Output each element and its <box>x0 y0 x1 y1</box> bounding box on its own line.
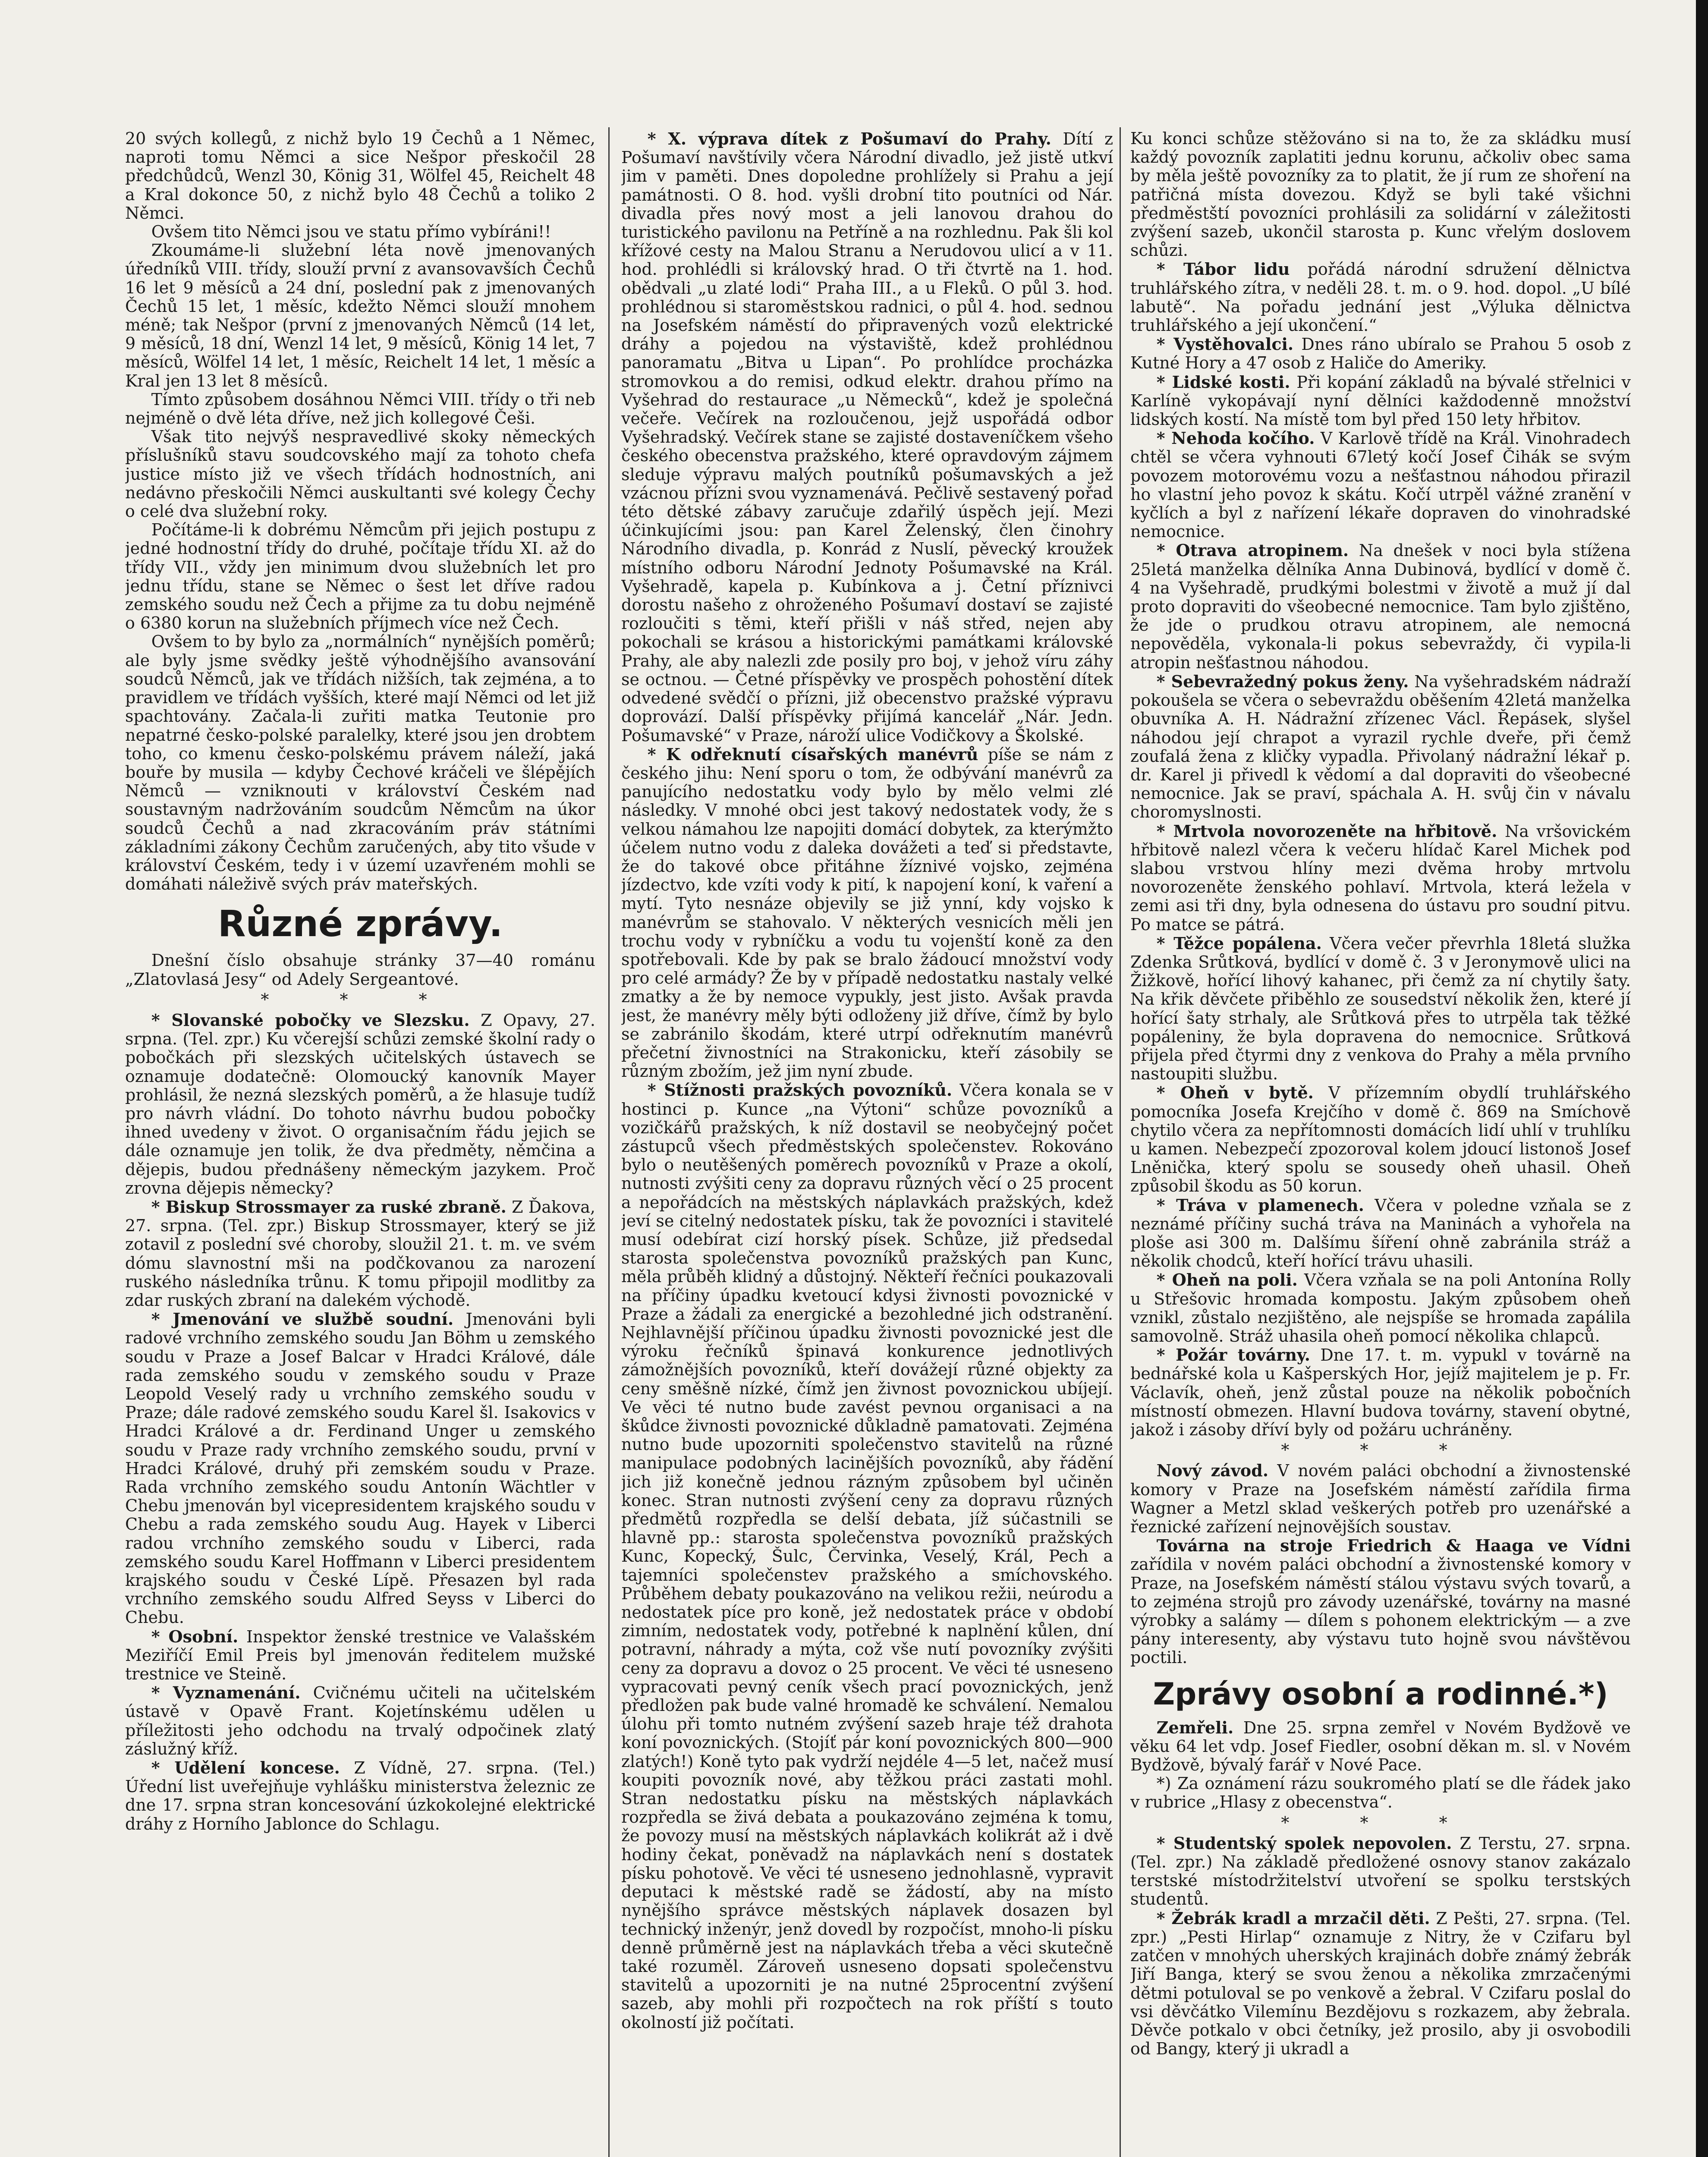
news-item <box>621 129 1113 745</box>
news-headline: Zemřeli. <box>1156 1717 1234 1737</box>
news-headline: Továrna na stroje Friedrich & Haaga ve Vídni <box>1156 1536 1631 1556</box>
news-item <box>125 1198 595 1310</box>
news-headline: * Slovanské pobočky ve Slezsku. <box>151 1010 470 1030</box>
news-item <box>125 1627 595 1684</box>
news-item <box>1130 1536 1631 1667</box>
news-item <box>621 745 1113 1081</box>
news-headline: * Požár továrny. <box>1156 1345 1310 1365</box>
news-item <box>1130 1083 1631 1195</box>
section-heading: Různé zprávy. <box>217 902 503 945</box>
column-left <box>125 129 595 2157</box>
news-body: V Karlově třídě na Král. Vinohradech chtěl se včera vyhnouti 67letý kočí Josef Čihák se svým povozem motorovému vozu a nešťastnou náhodou přirazil ho vlastní jeho povoz k skátu. Kočí utrpěl vážné zranění v kyčlích a byl z nařízení lékaře dopraven do vinohradské nemocnice. <box>1130 429 1631 541</box>
news-body: Z Opavy, 27. srpna. (Tel. zpr.) Ku včerejší schůzi zemské školní rady o pobočkách při slezských učitelských ústavech se oznamuje dodatečně: Olomoucký kanovník Mayer prohlásil, že nezná slezských poměrů, a že hlasuje tudíž pro návrh vládní. Do tohoto návrhu budou pobočky ihned uvedeny v život. O organisačním řádu jejich se dále oznamuje jen tolik, že dva předměty, němčina a dějepis, budou přednášeny německým jazykem. Proč zrovna dějepis německy? <box>125 1010 595 1198</box>
news-item <box>621 1081 1113 2031</box>
news-headline: Nový závod. <box>1156 1461 1269 1481</box>
news-item <box>1130 1346 1631 1439</box>
page-edge-shadow <box>1696 0 1708 2157</box>
news-body: Včera konala se v hostinci p. Kunce „na Výtoni“ schůze povozníků a vozičkářů pražských, k níž dostavil se neobyčejný počet zástupců všech předměstských společenstev. Rokováno bylo o neutěšených poměrech povozníků v Praze a okolí, nutnosti zvýšiti ceny za dopravu různých věcí o 25 procent a nepořádcích na městských náplavkách pražských, kdež jeví se citelný nedostatek písku, tak že povozníci i stavitelé musí odebírat cizí horský písek. Schůze, již předsedal starosta společenstva povozníků pražských pan Kunc, měla průběh klidný a důstojný. Někteří řečníci poukazovali na příčiny úpadku kvetoucí kdysi živnosti povoznické v Praze a žádali za energické a bezohledné jich odstranění. Nejhlavnější příčinou úpadku živnosti povoznické jest dle výroku řečníků špinavá konkurence jednotlivých zámožnějších povozníků, kteří dovážejí různé objekty za ceny směšně nízké, čímž jen živnost povoznickou ubíjejí. Ve věci té nutno bude zavést pevnou organisaci a na škůdce živnosti povoznické důkladně pamatovati. Zejména nutno bude upozorniti společenstvo stavitelů na různé manipulace podobných lacinějších povozníků, aby řádění jich již konečně jednou rázným způsobem byl učiněn konec. Stran nutnosti zvýšení ceny za dopravu různých předmětů rozpředla se delší debata, jíž súčastnili se hlavně pp.: starosta společenstva povozníků pražských Kunc, Kopecký, Šulc, Červinka, Veselý, Král, Pech a tajemníci společenstev pražského a smíchovského. Průběhem debaty poukazováno na velikou režii, neúrodu a nedostatek píce pro koně, jež nedostatek práce v období zimním, nedostatek vody, potřebné k naplnění kůlen, dní potravní, náhrady a mýta, což vše nutí povozníky zvýšiti ceny za dopravu a dovoz o 25 procent. Ve věci té usneseno vypracovati pevný ceník všech prací povoznických, jenž předložen pak bude valné hromadě ke schválení. Nemalou úlohu při tomto nutném zvýšení sazeb hraje též drahota koní povoznických. (Stojíť pár koní povoznických 800—900 zlatých!) Koně tyto pak vydrží nejdéle 4—5 let, načež musí koupiti povozník nové, aby těžkou práci zastati mohl. Stran nedostatku písku na městských náplavkách rozpředla se živá debata a poukazováno zejména k tomu, že povozy musí na městských náplavkách kolikrát až i dvě hodiny čekat, poněvadž na náplavkách není s dostatek písku pohotově. Ve věci té usneseno jednohlasně, vypravit deputaci k městské radě se žádostí, aby na místo nynějšího správce městských náplavek dosazen byl technický inženýr, jenž dovedl by rozpočíst, mnoho-li písku denně průměrně jest na náplavkách třeba a věci skutečně také rozuměl. Zároveň usneseno dopsati společenstvu stavitelů a upozorniti je na nutné 25procentní zvýšení sazeb, aby mohli při rozpočtech na rok příští s touto okolností již počítati. <box>621 1081 1113 2032</box>
news-body: Včera v poledne vzňala se z neznámé příčiny suchá tráva na Maninách a vyhořela na ploše asi 300 m. Dalšímu šíření ohně zabránila stráž a několik chodců, kteří hořící trávu uhasili. <box>1130 1195 1631 1271</box>
news-item <box>125 1310 595 1627</box>
news-headline: * Lidské kosti. <box>1156 372 1290 392</box>
separator: * * * <box>1281 1440 1480 1460</box>
article-text: Však tito nejvýš nespravedlivé skoky německých příslušníků stavu soudcovského mají za tohoto chefa justice místo již ve všech třídách hodnostních, ani nedávno přeskočili Němci auskultanti své kolegy Čechy o celé dva služební roky. <box>125 427 595 521</box>
article-text: Ku konci schůze stěžováno si na to, že za skládku musí každý povozník zaplatiti jednu korunu, ačkoliv obec sama by měla ještě povozníky za to platit, že jí rum ze shoření na patřičná místa dovezou. Když se byli také všichni předměstští povozníci prohlásili za solidární v záležitosti zvýšení sazeb, ukončil starosta p. Kunc vřelým doslovem schůzi. <box>1130 129 1631 260</box>
news-item <box>1130 1461 1631 1536</box>
news-body: Při kopání základů na bývalé střelnici v Karlíně vykopávají nyní dělníci každodenně množství lidských kostí. Na místě tom byl před 150 lety hřbitov. <box>1130 372 1631 429</box>
news-headline: * Vystěhovalci. <box>1156 334 1294 354</box>
column-rule-left <box>608 127 610 2157</box>
news-headline: * Otrava atropinem. <box>1156 541 1349 560</box>
news-headline: * Tráva v plamenech. <box>1156 1195 1364 1215</box>
news-item <box>125 1758 595 1833</box>
news-body: Na vršovickém hřbitově nalezl včera k večeru hlídač Karel Michek pod slabou vrstvou hlíny mezi dvěma hroby mrtvolu novorozeněte ženského pohlaví. Mrtvola, která ležela v zemi asi tři dny, byla odnesena do ústavu pro soudní pitvu. Po matce se pátrá. <box>1130 821 1631 934</box>
news-body: Na dnešek v noci byla stížena 25letá manželka dělníka Anna Dubinová, bydlící v domě č. 4 na Vyšehradě, prudkými bolestmi v životě a muž jí dal proto dopraviti do všeobecné nemocnice. Tam bylo zjištěno, že jde o prudkou otravu atropinem, ale nemocná nepověděla, vykonala-li pokus sebevraždy, či vypila-li atropin nešťastnou náhodou. <box>1130 541 1631 672</box>
article-text: 20 svých kollegů, z nichž bylo 19 Čechů a 1 Němec, naproti tomu Němci a sice Nešpor přeskočil 28 předchůdců, Wenzl 30, König 31, Wölfel 45, Reichelt 48 a Kral dokonce 50, z nichž bylo 48 Čechů a toliko 2 Němci. <box>125 129 595 223</box>
news-headline: * Oheň v bytě. <box>1156 1083 1314 1103</box>
footnote: *) Za oznámení rázu soukromého platí se dle řádek jako v rubrice „Hlasy z obecenstva“. <box>1130 1774 1631 1812</box>
news-item <box>1130 373 1631 429</box>
news-item <box>125 1683 595 1758</box>
news-headline: * Oheň na poli. <box>1156 1270 1298 1290</box>
news-body: Z Pešti, 27. srpna. (Tel. zpr.) „Pesti Hirlap“ oznamuje z Nitry, že v Czifaru byl zatčen v mnohých uherských krajinách dobře známý žebrák Jiří Banga, který se svou ženou a několika zmrzačenými dětmi potuloval se po venkově a žebral. V Czifaru poslal do vsi děvčátko Vilemínu Bezdějovu s rozkazem, aby žebrala. Děvče potkalo v obci četníky, jež prosilo, aby ji osvobodili od Bangy, který ji ukradl a <box>1130 1909 1631 2059</box>
news-item <box>1130 260 1631 335</box>
news-item <box>1130 822 1631 934</box>
news-headline: * Žebrák kradl a mrzačil děti. <box>1156 1908 1430 1928</box>
news-item <box>1130 1909 1631 2059</box>
news-body: Jmenováni byli radové vrchního zemského soudu Jan Böhm u zemského soudu v Praze a Josef Balcar v Hradci Králové, dále rada zemského soudu v zemského soudu v Praze Leopold Veselý rady u vrchního zemského soudu v Praze; dále radové zemského soudu Karel šl. Isakovics v Hradci Králové a dr. Ferdinand Unger u zemského soudu v Praze rady vrchního zemského soudu, první v Hradci Králové, druhý při zemském soudu v Praze. Rada vrchního zemského soudu Antonín Wächtler v Chebu jmenován byl vicepresidentem krajského soudu v Chebu a rada zemského soudu Aug. Hayek v Liberci radou vrchního zemského soudu v Liberci, rada zemského soudu Karel Hoffmann v Liberci presidentem krajského soudu v České Lípě. Přesazen byl rada vrchního zemského soudu Alfred Seyss v Liberci do Chebu. <box>125 1310 595 1627</box>
news-body: Na vyšehradském nádraží pokoušela se včera o sebevraždu oběšením 42letá manželka obuvníka A. H. Nádražní zřízenec Václ. Řepásek, slyšel náhodou její chrapot a vyrazil rychle dveře, při čemž zoufalá žena z kličky vypadla. Přivolaný nádražní lékař p. dr. Karel ji přivedl k vědomí a dal dopraviti do všeobecné nemocnice. Jak se praví, spáchala A. H. svůj čin v návalu choromyslnosti. <box>1130 672 1631 822</box>
article-text: Zkoumáme-li služební léta nově jmenovaných úředníků VIII. třídy, slouží první z avansovavších Čechů 16 let 9 měsíců a 24 dní, poslední pak z jmenovaných Čechů 15 let, 1 měsíc, kdežto Němci slouží mnohem méně; tak Nešpor (první z jmenovaných Němců (14 let, 9 měsíců, 18 dní, Wenzl 14 let, 9 měsíců, König 14 let, 7 měsíců, Wölfel 14 let, 1 měsíc, Reichelt 14 let, 1 měsíc a Kral jen 13 let 8 měsíců. <box>125 241 595 390</box>
news-body: V přízemním obydlí truhlářského pomocníka Josefa Krejčího v domě č. 869 na Smíchově chytilo včera za nepřítomnosti domácích lidí uhlí v truhlíku u kamen. Nebezpečí zpozoroval kolem jdoucí listonoš Josef Lněnička, který spolu se sousedy oheň uhasil. Oheň způsobil škodu as 50 korun. <box>1130 1083 1631 1196</box>
news-item <box>1130 429 1631 541</box>
article-text: Ovšem to by bylo za „normálních“ nynějších poměrů; ale byly jsme svědky ještě výhodnějšího avansování soudců Němců, jak ve třídách nižších, tak zejména, a to pravidlem ve třídách vyšších, které mají Němci od let již spachtovány. Začala-li zuřiti matka Teutonie pro nepatrné česko-polské paralelky, které jsou jen drobtem toho, co kmenu česko-polskému právem náleží, jaká bouře by musila — kdyby Čechové kráčeli ve šlépějích Němců — vzniknouti v království Českém nad soustavným nadržováním soudcům Němcům na úkor soudců Čechů a nad zkracováním práv státními základními zákony Čechům zaručených, aby tito všude v království Českém, tedy i v území uzavřeném mohli se domáhati náleživě svých práv mateřských. <box>125 632 595 894</box>
news-body: Z Vídně, 27. srpna. (Tel.) Úřední list uveřejňuje vyhlášku ministerstva železnic ze dne 17. srpna stran koncesování úzkokolejné elektrické dráhy z Horního Jablonce do Schlagu. <box>125 1758 595 1833</box>
news-item <box>1130 1718 1631 1775</box>
news-item <box>1130 335 1631 372</box>
news-item <box>1130 1270 1631 1346</box>
news-body: zařídila v novém paláci obchodní a živnostenské komory v Praze, na Josefském náměstí stálou výstavu svých tovarů, a to zejména strojů pro závody uzenářské, továrny na masné výrobky a salámy — dílem s pohonem elektrickým — a zve pány interesenty, aby výstavu tuto hojně svou návštěvou poctili. <box>1130 1555 1631 1667</box>
news-item <box>1130 934 1631 1084</box>
news-body: Dítí z Pošumaví navštívily včera Národní divadlo, jež jistě utkví jim v paměti. Dnes dopoledne prohlížely si Prahu a její památnosti. O 8. hod. vyšli drobní tito poutníci od Nár. divadla přes nový most a jeli lanovou drahou do turistického pavilonu na Petříně a na rozhlednu. Pak šli kol křížové cesty na Malou Stranu a Nerudovou ulicí a v 11. hod. prohlédli si královský hrad. O tři čtvrtě na 1. hod. obědvali „u zlaté lodi“ Praha III., a u Fleků. O půl 3. hod. prohlédnou si staroměstskou radnici, o půl 4. hod. sednou na Josefském náměstí do připravených vozů elektrické dráhy a pojedou na výstaviště, kdež prohlédnou panoramatu „Bitva u Lipan“. Po prohlídce procházka stromovkou a do remisi, odkud elektr. drahou přímo na Vyšehrad do restaurace „u Německů“, kdež je společná večeře. Večírek na rozloučenou, jejž uspořádá odbor Vyšehradský. Večírek stane se zajisté dostaveníčkem všeho českého obecenstva pražského, které opravdovým zájmem sleduje výpravu malých poutníků pošumavských a jež vzácnou přízni svou vyznamenává. Pečlivě sestavený pořad této dětské zábavy zaručuje zdařilý úspěch její. Mezi účinkujícími jsou: pan Karel Želenský, člen činohry Národního divadla, p. Konrád z Nuslí, pěvecký kroužek místního odboru Národní Jednoty Pošumavské na Král. Vyšehradě, kapela p. Kubínkova a j. Četní příznivci dorostu našeho z ohroženého Pošumaví dostaví se zajisté rozloučiti s těmi, kteří přišli v náš střed, nejen aby pokochali se krásou a historickými památkami královské Prahy, ale aby nalezli zde posily pro boj, v jehož víru záhy se octnou. — Četné příspěvky ve prospěch pohostění dítek odvedené svědčí o přízni, již obecenstvo pražské výpravu doprovází. Další příspěvky přijímá kancelář „Nár. Jedn. Pošumavské“ v Praze, nároží ulice Vodičkovy a Školské. <box>621 129 1113 745</box>
section-heading: Zprávy osobní a rodinné.*) <box>1153 1676 1608 1712</box>
news-headline: * Udělení koncese. <box>151 1758 340 1778</box>
news-body: Dne 17. t. m. vypukl v továrně na bednářské kola u Kašperských Hor, jejíž majitelem je p. Fr. Václavík, oheň, jenž zůstal pouze na několik pobočních místností obmezen. Hlavní budova továrny, stavení obytné, jakož i zásoby dříví byly od požáru uchráněny. <box>1130 1346 1631 1440</box>
news-headline: * Sebevražedný pokus ženy. <box>1156 671 1409 691</box>
news-body: Dne 25. srpna zemřel v Novém Bydžově ve věku 64 let vdp. Josef Fiedler, osobní děkan m. sl. v Novém Bydžově, bývalý farář v Nové Pace. <box>1130 1718 1631 1775</box>
news-headline: * X. výprava dítek z Pošumaví do Prahy. <box>647 129 1051 148</box>
news-item <box>1130 541 1631 672</box>
news-body: Z Ďakova, 27. srpna. (Tel. zpr.) Biskup Strossmayer, který se již zotavil z poslední své choroby, sloužil 21. t. m. ve svém dómu slavnostní mši na podčkovanou za narození ruského následníka trůnu. K tomu připojil modlitby za zdar ruských zbraní na dalekém východě. <box>125 1197 595 1310</box>
news-headline: * Biskup Strossmayer za ruské zbraně. <box>151 1197 506 1217</box>
article-text: Dnešní číslo obsahuje stránky 37—40 románu „Zlatovlasá Jesy“ od Adely Sergeantové. <box>125 951 595 989</box>
news-headline: * Nehoda kočího. <box>1156 428 1315 448</box>
column-rule-right <box>1120 127 1121 2157</box>
news-body: Dnes ráno ubíralo se Prahou 5 osob z Kutné Hory a 47 osob z Haliče do Ameriky. <box>1130 335 1631 373</box>
news-headline: * Studentský spolek nepovolen. <box>1156 1833 1452 1853</box>
news-body: V novém paláci obchodní a živnostenské komory v Praze na Josefském náměstí zařídila firma Wagner a Metzl sklad veškerých potřeb pro uzenářské a řeznické zařízení nejnovějších soustav. <box>1130 1461 1631 1537</box>
news-body: pořádá národní sdružení dělnictva truhlářského zítra, v neděli 28. t. m. o 9. hod. dopol. „U bílé labutě“. Na pořadu jednání jest „Výluka dělnictva truhlářského a její ukončení.“ <box>1130 260 1631 335</box>
news-body: Včera večer převrhla 18letá služka Zdenka Srůtková, bydlící v domě č. 3 v Jeronymově ulici na Žižkově, hořící lihový kahanec, při čemž za ní chytily šaty. Na křik děvčete přiběhlo ze sousedství několik žen, které jí hořící šaty strhaly, ale Srůtková přes to utrpěla tak těžké popáleniny, že byla dopravena do nemocnice. Srůtková přijela před čtyrmi dny z venkova do Prahy a měla prvního nastoupiti službu. <box>1130 934 1631 1084</box>
news-body: Včera vzňala se na poli Antonína Rolly u Střešovic hromada kompostu. Jakým způsobem oheň vznikl, zůstalo nezjištěno, ale nejspíše se hromada zapálila samovolně. Stráž uhasila oheň pomocí několika chlapců. <box>1130 1270 1631 1346</box>
news-item <box>125 1011 595 1198</box>
news-headline: * Mrtvola novorozeněte na hřbitově. <box>1156 821 1497 841</box>
news-headline: * K odřeknutí císařských manévrů <box>647 744 978 764</box>
news-body: Z Terstu, 27. srpna. (Tel. zpr.) Na základě předložené osnovy stanov zakázalo terstské místodržitelství utvoření se spolku terstských studentů. <box>1130 1833 1631 1909</box>
column-middle <box>621 129 1113 2157</box>
news-headline: * Tábor lidu <box>1156 259 1290 279</box>
article-text: Počítáme-li k dobrému Němcům při jejich postupu z jedné hodnostní třídy do druhé, počítaje třídu XI. až do třídy VII., vždy jen minimum dvou služebních let pro jednu třídu, stane se Němec o šest let dříve radou zemského soudu než Čech a přijme za tu dobu nejméně o 6380 korun na služebních příjmech více než Čech. <box>125 520 595 633</box>
separator: * * * <box>261 990 460 1009</box>
news-item <box>1130 1196 1631 1271</box>
news-item <box>1130 672 1631 822</box>
news-headline: * Osobní. <box>151 1626 239 1646</box>
news-headline: * Stížnosti pražských povozníků. <box>647 1080 953 1100</box>
news-headline: * Vyznamenání. <box>151 1683 301 1703</box>
news-headline: * Jmenování ve službě soudní. <box>151 1309 454 1329</box>
news-body: Cvičnému učiteli na učitelském ústavě v Opavě Frant. Kojetínskému udělen u příležitosti jeho odchodu na trvalý odpočinek zlatý záslužný kříž. <box>125 1683 595 1758</box>
article-text: Ovšem tito Němci jsou ve statu přímo vybíráni!! <box>151 222 551 242</box>
news-body: Inspektor ženské trestnice ve Valašském Meziříčí Emil Preis byl jmenován ředitelem mužské trestnice ve Steině. <box>125 1627 595 1684</box>
separator: * * * <box>1281 1813 1480 1832</box>
column-right <box>1130 129 1631 2157</box>
news-item <box>1130 1834 1631 1909</box>
news-body: píše se nám z českého jihu: Není sporu o tom, že odbývání manévrů za panujícího nedostatku vody bylo by mělo velmi zlé následky. V mnohé obci jest takový nedostatek vody, že s velkou námahou lze napojiti domácí dobytek, za kterýmžto účelem nutno vodu z daleka dovážeti a teď si představte, že do takové obce přitáhne žíznivé vojsko, zejména jízdectvo, kde vzíti vody k pití, k napojení koní, k vaření a mytí. Tyto nesnáze objevily se již ynní, kdy vojsko k manévrům se stahovalo. V některých vesnicích měli jen trochu vody v rybníčku a vodu tu vojenští koně za den spotřebovali. Kde by pak se bralo žádoucí množství vody pro celé armády? Že by v případě nedostatku nastaly velké zmatky a že by nemoce vypukly, jest jisto. Avšak pravda jest, že manévry měly býti odloženy již dříve, čímž by bylo se zabránilo škodám, které utrpí odřeknutím manévrů přečetní živnostníci na Strakonicku, kteří zásobily se různým zbožím, jež jim nyní zbude. <box>621 745 1113 1081</box>
news-headline: * Těžce popálena. <box>1156 933 1322 953</box>
article-text: Tímto způsobem dosáhnou Němci VIII. třídy o tři neb nejméně o dvě léta dříve, než jich kollegové Češi. <box>125 390 595 428</box>
